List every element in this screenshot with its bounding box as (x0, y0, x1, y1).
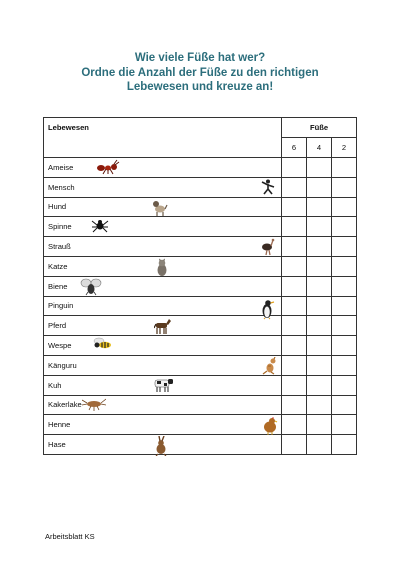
kangaroo-icon (262, 357, 278, 377)
checkbox-4-feet[interactable] (307, 276, 332, 296)
animal-cell (44, 355, 282, 375)
animal-name: Wespe (48, 341, 72, 351)
animal-name: Hase (48, 440, 66, 450)
animal-cell (44, 296, 282, 316)
checkbox-4-feet[interactable] (307, 256, 332, 276)
animal-name: Henne (48, 420, 71, 430)
animal-name: Mensch (48, 182, 75, 192)
table-row (44, 435, 357, 455)
animal-cell (44, 395, 282, 415)
table-row (44, 256, 357, 276)
checkbox-4-feet[interactable] (307, 217, 332, 237)
checkbox-2-feet[interactable] (332, 296, 357, 316)
animal-cell (44, 237, 282, 257)
checkbox-4-feet[interactable] (307, 158, 332, 178)
animal-cell (44, 415, 282, 435)
checkbox-4-feet[interactable] (307, 336, 332, 356)
table-row (44, 355, 357, 375)
animal-name: Strauß (48, 242, 71, 252)
checkbox-6-feet[interactable] (282, 395, 307, 415)
checkbox-2-feet[interactable] (332, 355, 357, 375)
animal-name: Katze (48, 261, 68, 271)
option-4: 4 (307, 138, 332, 158)
checkbox-6-feet[interactable] (282, 435, 307, 455)
checkbox-4-feet[interactable] (307, 395, 332, 415)
bee-icon (80, 278, 102, 298)
wasp-icon (91, 337, 113, 353)
animal-cell (44, 256, 282, 276)
table-row (44, 276, 357, 296)
checkbox-4-feet[interactable] (307, 177, 332, 197)
checkbox-2-feet[interactable] (332, 375, 357, 395)
table-row (44, 197, 357, 217)
animal-cell (44, 197, 282, 217)
title-line-1: Wie viele Füße hat wer? (134, 52, 266, 64)
checkbox-6-feet[interactable] (282, 355, 307, 375)
table-row (44, 217, 357, 237)
human-icon (259, 179, 277, 197)
checkbox-4-feet[interactable] (307, 316, 332, 336)
checkbox-2-feet[interactable] (332, 336, 357, 356)
animal-name: Kuh (48, 380, 62, 390)
spider-icon (91, 218, 109, 236)
checkbox-6-feet[interactable] (282, 158, 307, 178)
checkbox-2-feet[interactable] (332, 197, 357, 217)
checkbox-2-feet[interactable] (332, 158, 357, 178)
table-row (44, 158, 357, 178)
checkbox-6-feet[interactable] (282, 276, 307, 296)
checkbox-6-feet[interactable] (282, 375, 307, 395)
table-row (44, 375, 357, 395)
table-row (44, 395, 357, 415)
checkbox-2-feet[interactable] (332, 237, 357, 257)
header-lebewesen: Lebewesen (44, 118, 282, 158)
table-row (44, 237, 357, 257)
checkbox-6-feet[interactable] (282, 316, 307, 336)
table-row (44, 177, 357, 197)
animal-cell (44, 316, 282, 336)
animal-name: Spinne (48, 222, 72, 232)
table-row (44, 316, 357, 336)
table-row (44, 415, 357, 435)
checkbox-6-feet[interactable] (282, 415, 307, 435)
title-line-3: Lebewesen und kreuze an! (126, 81, 274, 93)
cockroach-icon (82, 397, 106, 413)
cow-icon (152, 377, 174, 395)
checkbox-6-feet[interactable] (282, 197, 307, 217)
animal-cell (44, 276, 282, 296)
header-fuesse: Füße (282, 118, 357, 138)
animal-name: Kakerlake (48, 400, 82, 410)
checkbox-2-feet[interactable] (332, 256, 357, 276)
checkbox-6-feet[interactable] (282, 177, 307, 197)
animal-cell (44, 375, 282, 395)
checkbox-2-feet[interactable] (332, 395, 357, 415)
dog-icon (152, 199, 168, 219)
worksheet-title (0, 51, 400, 95)
animal-name: Biene (48, 281, 68, 291)
animal-cell (44, 177, 282, 197)
checkbox-4-feet[interactable] (307, 355, 332, 375)
animal-name: Ameise (48, 162, 74, 172)
animal-name: Pinguin (48, 301, 74, 311)
animal-cell (44, 435, 282, 455)
checkbox-6-feet[interactable] (282, 336, 307, 356)
checkbox-6-feet[interactable] (282, 217, 307, 237)
table-row (44, 336, 357, 356)
animal-name: Pferd (48, 321, 67, 331)
checkbox-6-feet[interactable] (282, 237, 307, 257)
animal-cell (44, 217, 282, 237)
option-2: 2 (332, 138, 357, 158)
checkbox-4-feet[interactable] (307, 296, 332, 316)
ant-icon (96, 159, 120, 177)
checkbox-4-feet[interactable] (307, 237, 332, 257)
checkbox-2-feet[interactable] (332, 217, 357, 237)
footer-label: Arbeitsblatt KS (45, 532, 95, 541)
checkbox-2-feet[interactable] (332, 435, 357, 455)
animal-cell (44, 336, 282, 356)
checkbox-4-feet[interactable] (307, 415, 332, 435)
checkbox-4-feet[interactable] (307, 435, 332, 455)
animal-name: Känguru (48, 360, 77, 370)
hare-icon (153, 436, 169, 458)
animal-feet-table (43, 117, 357, 455)
title-line-2: Ordne die Anzahl der Füße zu den richtigen (81, 66, 319, 79)
checkbox-6-feet[interactable] (282, 256, 307, 276)
option-6: 6 (282, 138, 307, 158)
animal-name: Hund (48, 202, 67, 212)
table-row (44, 296, 357, 316)
checkbox-4-feet[interactable] (307, 197, 332, 217)
checkbox-4-feet[interactable] (307, 375, 332, 395)
checkbox-2-feet[interactable] (332, 316, 357, 336)
checkbox-2-feet[interactable] (332, 276, 357, 296)
checkbox-2-feet[interactable] (332, 177, 357, 197)
horse-icon (154, 317, 172, 337)
animal-cell (44, 158, 282, 178)
ostrich-icon (260, 238, 276, 258)
checkbox-2-feet[interactable] (332, 415, 357, 435)
checkbox-6-feet[interactable] (282, 296, 307, 316)
